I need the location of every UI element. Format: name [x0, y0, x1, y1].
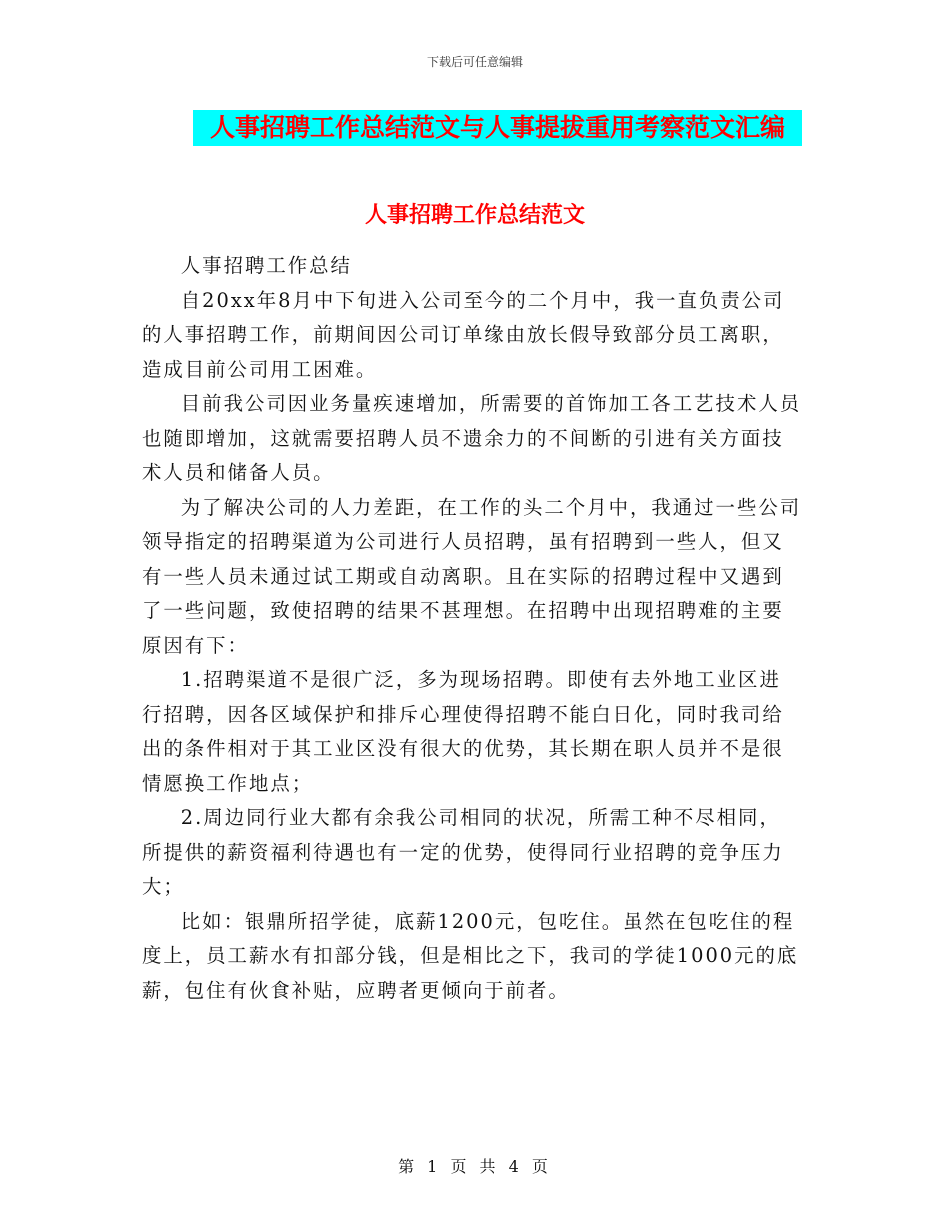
paragraph: 为了解决公司的人力差距，在工作的头二个月中，我通过一些公司领导指定的招聘渠道为公司进行人员招聘，虽有招聘到一些人，但又有一些人员未通过试工期或自动离职。且在实际的招聘过程中又遇到了一些问题，致使招聘的结果不甚理想。在招聘中出现招聘难的主要原因有下：	[142, 495, 802, 657]
page-footer: 第 1 页 共 4 页	[398, 1157, 552, 1176]
paragraph: 自20xx年8月中下旬进入公司至今的二个月中，我一直负责公司的人事招聘工作，前期间因公司订单缘由放长假导致部分员工离职，造成目前公司用工困难。	[142, 288, 785, 381]
header-note: 下载后可任意编辑	[426, 55, 523, 69]
paragraph: 目前我公司因业务量疾速增加，所需要的首饰加工各工艺技术人员也随即增加，这就需要招聘人员不遗余力的不间断的引进有关方面技术人员和储备人员。	[142, 392, 802, 484]
paragraph: 人事招聘工作总结	[180, 254, 352, 277]
document-title: 人事招聘工作总结范文与人事提拔重用考察范文汇编	[193, 110, 802, 146]
paragraph: 2.周边同行业大都有余我公司相同的状况，所需工种不尽相同，所提供的薪资福利待遇也有一定的优势，使得同行业招聘的竞争压力大；	[142, 806, 784, 898]
paragraph: 比如：银鼎所招学徒，底薪1200元，包吃住。虽然在包吃住的程度上，员工薪水有扣部分钱，但是相比之下，我司的学徒1000元的底薪，包住有伙食补贴，应聘者更倾向于前者。	[142, 909, 799, 1002]
paragraph: 1.招聘渠道不是很广泛，多为现场招聘。即使有去外地工业区进行招聘，因各区域保护和排斥心理使得招聘不能白日化，同时我司给出的条件相对于其工业区没有很大的优势，其长期在职人员并不是很情愿换工作地点；	[142, 668, 784, 795]
section-title: 人事招聘工作总结范文	[364, 203, 585, 228]
document-body	[142, 249, 802, 1008]
